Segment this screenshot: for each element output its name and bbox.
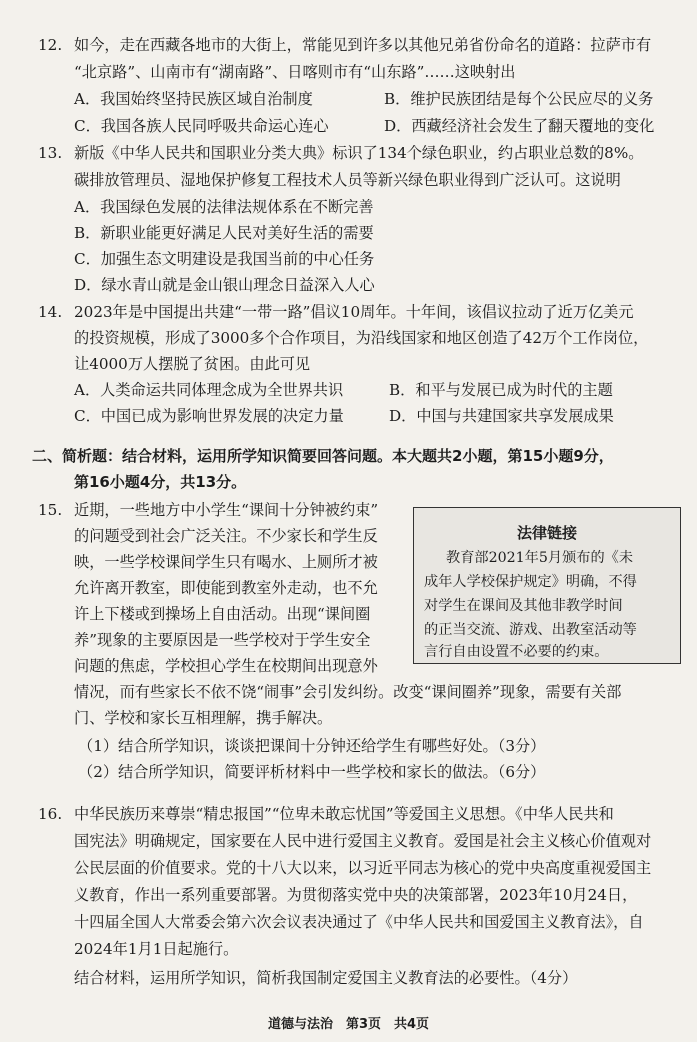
legal-link-line-4: 的正当交流、游戏、出教室活动等	[424, 622, 637, 638]
section-2-heading-cont: 第16小题4分，共13分。	[74, 473, 247, 491]
question-16-line-4: 义教育，作出一系列重要部署。为贯彻落实党中央的决策部署，2023年10月24日，	[74, 886, 638, 904]
question-13-line-1: 新版《中华人民共和国职业分类大典》标识了134个绿色职业，约占职业总数的8%。	[74, 144, 644, 162]
question-15-line-2: 的问题受到社会广泛关注。不少家长和学生反	[74, 527, 378, 545]
question-14-option-a: A．人类命运共同体理念成为全世界共识	[74, 381, 344, 399]
question-16-line-6: 2024年1月1日起施行。	[74, 940, 239, 958]
question-15-number: 15.	[38, 501, 63, 519]
question-15-sub-1: （1）结合所学知识，谈谈把课间十分钟还给学生有哪些好处。（3分）	[78, 737, 546, 755]
legal-link-line-3: 对学生在课间及其他非教学时间	[424, 598, 623, 614]
question-12-option-c: C．我国各族人民同呼吸共命运心连心	[74, 117, 329, 135]
page-footer: 道德与法治 第3页 共4页	[267, 1017, 430, 1032]
legal-link-line-1: 教育部2021年5月颁布的《未	[446, 550, 634, 566]
question-16-line-2: 国宪法》明确规定，国家要在人民中进行爱国主义教育。爱国是社会主义核心价值观对	[74, 832, 652, 850]
question-14-option-d: D．中国与共建国家共享发展成果	[389, 407, 614, 425]
question-14-number: 14.	[38, 303, 63, 321]
question-13-number: 13.	[38, 144, 63, 162]
question-15-line-8: 情况，而有些家长不依不饶“闹事”会引发纠纷。改变“课间圈养”现象，需要有关部	[74, 683, 622, 701]
question-15-line-4: 允许离开教室，即使能到教室外走动，也不允	[74, 579, 378, 597]
question-12-option-d: D．西藏经济社会发生了翻天覆地的变化	[384, 117, 655, 135]
question-13-option-b: B．新职业能更好满足人民对美好生活的需要	[74, 224, 374, 242]
question-13-option-d: D．绿水青山就是金山银山理念日益深入人心	[74, 276, 375, 294]
question-16-question: 结合材料，运用所学知识，简析我国制定爱国主义教育法的必要性。（4分）	[74, 969, 578, 987]
question-16-number: 16.	[38, 805, 63, 823]
question-14-line-3: 让4000万人摆脱了贫困。由此可见	[74, 355, 311, 373]
question-12-line-2: “北京路”、山南市有“湖南路”、日喀则市有“山东路”……这映射出	[74, 63, 516, 81]
legal-link-box	[413, 507, 681, 664]
question-15-line-7: 问题的焦虑，学校担心学生在校期间出现意外	[74, 657, 378, 675]
legal-link-line-2: 成年人学校保护规定》明确，不得	[424, 574, 637, 590]
question-16-line-3: 公民层面的价值要求。党的十八大以来，以习近平同志为核心的党中央高度重视爱国主	[74, 859, 652, 877]
question-12-option-a: A．我国始终坚持民族区域自治制度	[74, 90, 313, 108]
section-2-heading: 二、简析题：结合材料，运用所学知识简要回答问题。本大题共2小题，第15小题9分，	[32, 447, 614, 465]
question-14-option-c: C．中国已成为影响世界发展的决定力量	[74, 407, 344, 425]
legal-link-title: 法律链接	[516, 524, 577, 542]
question-12-line-1: 如今，走在西藏各地市的大街上，常能见到许多以其他兄弟省份命名的道路：拉萨市有	[74, 36, 652, 54]
question-15-line-9: 门、学校和家长互相理解，携手解决。	[74, 709, 333, 727]
question-16-line-1: 中华民族历来尊崇“精忠报国”“位卑未敢忘忧国”等爱国主义思想。《中华人民共和	[74, 805, 614, 823]
question-12-option-b: B．维护民族团结是每个公民应尽的义务	[384, 90, 654, 108]
legal-link-line-5: 言行自由设置不必要的约束。	[424, 644, 609, 660]
question-12-number: 12.	[38, 36, 63, 54]
question-14-line-1: 2023年是中国提出共建“一带一路”倡议10周年。十年间，该倡议拉动了近万亿美元	[74, 303, 634, 321]
question-13-option-c: C．加强生态文明建设是我国当前的中心任务	[74, 250, 375, 268]
question-13-line-2: 碳排放管理员、湿地保护修复工程技术人员等新兴绿色职业得到广泛认可。这说明	[74, 171, 621, 189]
question-15-line-3: 映，一些学校课间学生只有喝水、上厕所才被	[74, 553, 378, 571]
question-15-sub-2: （2）结合所学知识，简要评析材料中一些学校和家长的做法。（6分）	[78, 763, 546, 781]
question-16-line-5: 十四届全国人大常委会第六次会议表决通过了《中华人民共和国爱国主义教育法》，自	[74, 913, 644, 931]
question-14-option-b: B．和平与发展已成为时代的主题	[389, 381, 613, 399]
question-15-line-5: 许上下楼或到操场上自由活动。出现“课间圈	[74, 605, 371, 623]
question-13-option-a: A．我国绿色发展的法律法规体系在不断完善	[74, 198, 374, 216]
question-14-line-2: 的投资规模，形成了3000多个合作项目，为沿线国家和地区创造了42万个工作岗位，	[74, 329, 649, 347]
question-15-line-6: 养”现象的主要原因是一些学校对于学生安全	[74, 631, 371, 649]
question-15-line-1: 近期，一些地方中小学生“课间十分钟被约束”	[74, 501, 379, 519]
